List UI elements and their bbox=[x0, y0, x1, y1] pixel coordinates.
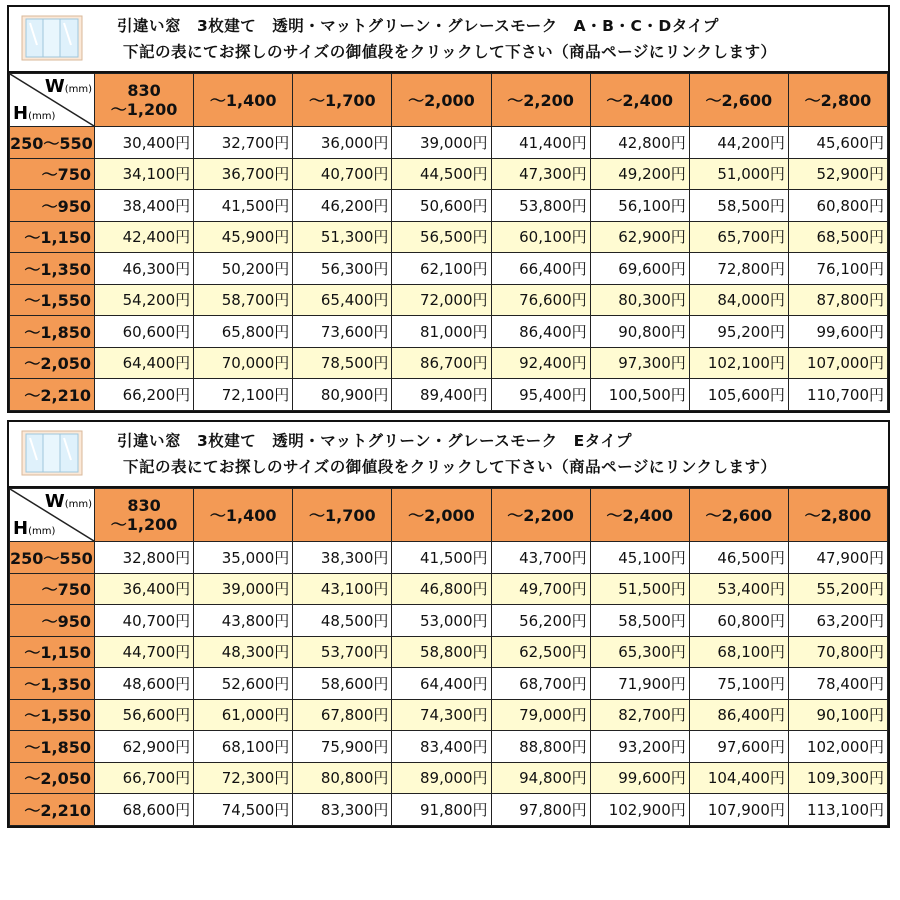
price-link[interactable]: 36,700円 bbox=[194, 158, 293, 190]
table-row bbox=[10, 284, 888, 316]
width-header: ～2,600 bbox=[689, 74, 788, 127]
table-row bbox=[10, 347, 888, 379]
price-link[interactable]: 51,000円 bbox=[689, 158, 788, 190]
price-link[interactable]: 102,100円 bbox=[689, 347, 788, 379]
table-row bbox=[10, 379, 888, 411]
price-link[interactable]: 76,600円 bbox=[491, 284, 590, 316]
price-link[interactable]: 40,700円 bbox=[293, 158, 392, 190]
price-link[interactable]: 97,800円 bbox=[491, 794, 590, 826]
price-link[interactable]: 80,300円 bbox=[590, 284, 689, 316]
sliding-window-icon bbox=[21, 15, 83, 61]
price-link[interactable]: 49,200円 bbox=[590, 158, 689, 190]
price-link[interactable]: 39,000円 bbox=[194, 573, 293, 605]
price-link[interactable]: 47,300円 bbox=[491, 158, 590, 190]
table-row bbox=[10, 668, 888, 700]
price-link[interactable]: 66,200円 bbox=[95, 379, 194, 411]
height-range-label: 250～550 bbox=[10, 542, 95, 574]
price-link[interactable]: 62,900円 bbox=[95, 731, 194, 763]
price-link[interactable]: 43,700円 bbox=[491, 542, 590, 574]
price-link[interactable]: 78,500円 bbox=[293, 347, 392, 379]
price-link[interactable]: 113,100円 bbox=[788, 794, 887, 826]
table-row bbox=[10, 542, 888, 574]
price-link[interactable]: 88,800円 bbox=[491, 731, 590, 763]
price-link[interactable]: 78,400円 bbox=[788, 668, 887, 700]
price-link[interactable]: 86,700円 bbox=[392, 347, 491, 379]
height-range-label: ～2,210 bbox=[10, 379, 95, 411]
table-row bbox=[10, 221, 888, 253]
width-header: ～1,400 bbox=[194, 74, 293, 127]
price-link[interactable]: 56,200円 bbox=[491, 605, 590, 637]
height-range-label: ～1,150 bbox=[10, 221, 95, 253]
price-link[interactable]: 45,600円 bbox=[788, 127, 887, 159]
price-link[interactable]: 87,800円 bbox=[788, 284, 887, 316]
table-row bbox=[10, 699, 888, 731]
price-table-block-abcd bbox=[7, 5, 890, 413]
price-link[interactable]: 43,100円 bbox=[293, 573, 392, 605]
price-table bbox=[9, 73, 888, 411]
price-link[interactable]: 68,100円 bbox=[194, 731, 293, 763]
price-table-block-e bbox=[7, 420, 890, 828]
width-header: 830 ～1,200 bbox=[95, 489, 194, 542]
height-range-label: ～1,350 bbox=[10, 668, 95, 700]
price-link[interactable]: 68,700円 bbox=[491, 668, 590, 700]
table-row bbox=[10, 731, 888, 763]
price-link[interactable]: 62,900円 bbox=[590, 221, 689, 253]
table-header bbox=[9, 7, 888, 73]
price-link[interactable]: 73,600円 bbox=[293, 316, 392, 348]
width-header: ～2,200 bbox=[491, 74, 590, 127]
price-link[interactable]: 89,400円 bbox=[392, 379, 491, 411]
price-link[interactable]: 46,200円 bbox=[293, 190, 392, 222]
price-link[interactable]: 62,100円 bbox=[392, 253, 491, 285]
table-row bbox=[10, 636, 888, 668]
height-label: H(mm) bbox=[13, 518, 56, 539]
price-link[interactable]: 50,600円 bbox=[392, 190, 491, 222]
price-link[interactable]: 65,800円 bbox=[194, 316, 293, 348]
price-link[interactable]: 60,100円 bbox=[491, 221, 590, 253]
price-link[interactable]: 44,500円 bbox=[392, 158, 491, 190]
table-row bbox=[10, 762, 888, 794]
price-link[interactable]: 82,700円 bbox=[590, 699, 689, 731]
instruction-text: 下記の表にてお探しのサイズの御値段をクリックして下さい（商品ページにリンクします） bbox=[123, 458, 777, 476]
price-link[interactable]: 39,000円 bbox=[392, 127, 491, 159]
price-link[interactable]: 36,000円 bbox=[293, 127, 392, 159]
price-link[interactable]: 60,800円 bbox=[689, 605, 788, 637]
price-link[interactable]: 41,400円 bbox=[491, 127, 590, 159]
price-link[interactable]: 62,500円 bbox=[491, 636, 590, 668]
price-link[interactable]: 56,500円 bbox=[392, 221, 491, 253]
width-label: W(mm) bbox=[44, 76, 92, 97]
price-link[interactable]: 52,900円 bbox=[788, 158, 887, 190]
price-link[interactable]: 65,400円 bbox=[293, 284, 392, 316]
width-header: ～2,400 bbox=[590, 489, 689, 542]
price-link[interactable]: 56,100円 bbox=[590, 190, 689, 222]
price-link[interactable]: 53,400円 bbox=[689, 573, 788, 605]
price-link[interactable]: 93,200円 bbox=[590, 731, 689, 763]
price-link[interactable]: 46,300円 bbox=[95, 253, 194, 285]
price-link[interactable]: 60,800円 bbox=[788, 190, 887, 222]
price-link[interactable]: 104,400円 bbox=[689, 762, 788, 794]
price-link[interactable]: 40,700円 bbox=[95, 605, 194, 637]
price-link[interactable]: 86,400円 bbox=[689, 699, 788, 731]
price-link[interactable]: 50,200円 bbox=[194, 253, 293, 285]
price-link[interactable]: 64,400円 bbox=[95, 347, 194, 379]
price-link[interactable]: 48,600円 bbox=[95, 668, 194, 700]
price-link[interactable]: 53,000円 bbox=[392, 605, 491, 637]
price-link[interactable]: 64,400円 bbox=[392, 668, 491, 700]
column-header-row bbox=[10, 489, 888, 542]
height-range-label: ～1,850 bbox=[10, 731, 95, 763]
price-link[interactable]: 65,300円 bbox=[590, 636, 689, 668]
price-link[interactable]: 84,000円 bbox=[689, 284, 788, 316]
width-header: ～1,400 bbox=[194, 489, 293, 542]
instruction-text: 下記の表にてお探しのサイズの御値段をクリックして下さい（商品ページにリンクします） bbox=[123, 43, 777, 61]
price-link[interactable]: 51,300円 bbox=[293, 221, 392, 253]
price-link[interactable]: 38,300円 bbox=[293, 542, 392, 574]
price-link[interactable]: 97,300円 bbox=[590, 347, 689, 379]
price-link[interactable]: 71,900円 bbox=[590, 668, 689, 700]
height-range-label: ～1,550 bbox=[10, 284, 95, 316]
price-link[interactable]: 44,200円 bbox=[689, 127, 788, 159]
price-link[interactable]: 72,100円 bbox=[194, 379, 293, 411]
height-range-label: ～1,350 bbox=[10, 253, 95, 285]
sliding-window-icon bbox=[21, 430, 83, 476]
corner-cell bbox=[10, 489, 95, 542]
table-row bbox=[10, 190, 888, 222]
price-link[interactable]: 105,600円 bbox=[689, 379, 788, 411]
price-link[interactable]: 95,200円 bbox=[689, 316, 788, 348]
height-range-label: 250～550 bbox=[10, 127, 95, 159]
price-link[interactable]: 63,200円 bbox=[788, 605, 887, 637]
price-link[interactable]: 100,500円 bbox=[590, 379, 689, 411]
price-link[interactable]: 51,500円 bbox=[590, 573, 689, 605]
price-link[interactable]: 65,700円 bbox=[689, 221, 788, 253]
price-link[interactable]: 80,800円 bbox=[293, 762, 392, 794]
height-label: H(mm) bbox=[13, 103, 56, 124]
price-link[interactable]: 76,100円 bbox=[788, 253, 887, 285]
width-label: W(mm) bbox=[44, 491, 92, 512]
price-link[interactable]: 102,900円 bbox=[590, 794, 689, 826]
price-link[interactable]: 32,700円 bbox=[194, 127, 293, 159]
table-header bbox=[9, 422, 888, 488]
table-row bbox=[10, 158, 888, 190]
price-link[interactable]: 91,800円 bbox=[392, 794, 491, 826]
height-range-label: ～2,050 bbox=[10, 347, 95, 379]
table-row bbox=[10, 316, 888, 348]
price-link[interactable]: 72,000円 bbox=[392, 284, 491, 316]
price-link[interactable]: 55,200円 bbox=[788, 573, 887, 605]
width-header: ～1,700 bbox=[293, 74, 392, 127]
height-range-label: ～1,150 bbox=[10, 636, 95, 668]
price-link[interactable]: 48,300円 bbox=[194, 636, 293, 668]
price-link[interactable]: 56,300円 bbox=[293, 253, 392, 285]
price-link[interactable]: 30,400円 bbox=[95, 127, 194, 159]
price-link[interactable]: 58,600円 bbox=[293, 668, 392, 700]
price-link[interactable]: 45,100円 bbox=[590, 542, 689, 574]
table-row bbox=[10, 573, 888, 605]
height-range-label: ～1,850 bbox=[10, 316, 95, 348]
price-link[interactable]: 97,600円 bbox=[689, 731, 788, 763]
price-link[interactable]: 67,800円 bbox=[293, 699, 392, 731]
price-table bbox=[9, 488, 888, 826]
price-link[interactable]: 41,500円 bbox=[194, 190, 293, 222]
price-link[interactable]: 44,700円 bbox=[95, 636, 194, 668]
column-header-row bbox=[10, 74, 888, 127]
price-link[interactable]: 46,500円 bbox=[689, 542, 788, 574]
price-link[interactable]: 56,600円 bbox=[95, 699, 194, 731]
height-range-label: ～950 bbox=[10, 190, 95, 222]
price-link[interactable]: 54,200円 bbox=[95, 284, 194, 316]
price-link[interactable]: 68,100円 bbox=[689, 636, 788, 668]
table-row bbox=[10, 794, 888, 826]
price-link[interactable]: 46,800円 bbox=[392, 573, 491, 605]
page-title: 引違い窓 3枚建て 透明・マットグリーン・グレースモーク A・B・C・Dタイプ bbox=[117, 17, 719, 35]
width-header: ～2,800 bbox=[788, 74, 887, 127]
price-link[interactable]: 38,400円 bbox=[95, 190, 194, 222]
price-link[interactable]: 92,400円 bbox=[491, 347, 590, 379]
price-link[interactable]: 70,000円 bbox=[194, 347, 293, 379]
price-link[interactable]: 60,600円 bbox=[95, 316, 194, 348]
price-link[interactable]: 74,500円 bbox=[194, 794, 293, 826]
price-link[interactable]: 83,400円 bbox=[392, 731, 491, 763]
price-link[interactable]: 83,300円 bbox=[293, 794, 392, 826]
price-link[interactable]: 86,400円 bbox=[491, 316, 590, 348]
table-row bbox=[10, 253, 888, 285]
price-link[interactable]: 81,000円 bbox=[392, 316, 491, 348]
price-link[interactable]: 43,800円 bbox=[194, 605, 293, 637]
price-link[interactable]: 41,500円 bbox=[392, 542, 491, 574]
price-link[interactable]: 99,600円 bbox=[788, 316, 887, 348]
price-link[interactable]: 75,900円 bbox=[293, 731, 392, 763]
page-title: 引違い窓 3枚建て 透明・マットグリーン・グレースモーク Eタイプ bbox=[117, 432, 632, 450]
price-link[interactable]: 110,700円 bbox=[788, 379, 887, 411]
price-link[interactable]: 53,700円 bbox=[293, 636, 392, 668]
price-link[interactable]: 89,000円 bbox=[392, 762, 491, 794]
price-link[interactable]: 79,000円 bbox=[491, 699, 590, 731]
width-header: 830 ～1,200 bbox=[95, 74, 194, 127]
height-range-label: ～1,550 bbox=[10, 699, 95, 731]
price-link[interactable]: 70,800円 bbox=[788, 636, 887, 668]
price-link[interactable]: 42,400円 bbox=[95, 221, 194, 253]
price-link[interactable]: 66,700円 bbox=[95, 762, 194, 794]
price-link[interactable]: 35,000円 bbox=[194, 542, 293, 574]
price-link[interactable]: 109,300円 bbox=[788, 762, 887, 794]
height-range-label: ～950 bbox=[10, 605, 95, 637]
table-row bbox=[10, 127, 888, 159]
price-link[interactable]: 72,800円 bbox=[689, 253, 788, 285]
price-link[interactable]: 49,700円 bbox=[491, 573, 590, 605]
width-header: ～1,700 bbox=[293, 489, 392, 542]
width-header: ～2,800 bbox=[788, 489, 887, 542]
price-link[interactable]: 72,300円 bbox=[194, 762, 293, 794]
price-link[interactable]: 80,900円 bbox=[293, 379, 392, 411]
width-header: ～2,400 bbox=[590, 74, 689, 127]
price-link[interactable]: 75,100円 bbox=[689, 668, 788, 700]
price-link[interactable]: 107,900円 bbox=[689, 794, 788, 826]
price-link[interactable]: 61,000円 bbox=[194, 699, 293, 731]
height-range-label: ～750 bbox=[10, 573, 95, 605]
corner-cell bbox=[10, 74, 95, 127]
height-range-label: ～2,050 bbox=[10, 762, 95, 794]
table-row bbox=[10, 605, 888, 637]
price-link[interactable]: 74,300円 bbox=[392, 699, 491, 731]
width-header: ～2,000 bbox=[392, 74, 491, 127]
price-link[interactable]: 58,700円 bbox=[194, 284, 293, 316]
width-header: ～2,000 bbox=[392, 489, 491, 542]
price-link[interactable]: 42,800円 bbox=[590, 127, 689, 159]
price-link[interactable]: 58,500円 bbox=[689, 190, 788, 222]
price-link[interactable]: 53,800円 bbox=[491, 190, 590, 222]
price-link[interactable]: 58,800円 bbox=[392, 636, 491, 668]
price-link[interactable]: 90,800円 bbox=[590, 316, 689, 348]
price-link[interactable]: 99,600円 bbox=[590, 762, 689, 794]
price-link[interactable]: 68,500円 bbox=[788, 221, 887, 253]
price-link[interactable]: 34,100円 bbox=[95, 158, 194, 190]
price-link[interactable]: 48,500円 bbox=[293, 605, 392, 637]
price-link[interactable]: 90,100円 bbox=[788, 699, 887, 731]
height-range-label: ～2,210 bbox=[10, 794, 95, 826]
price-link[interactable]: 36,400円 bbox=[95, 573, 194, 605]
width-header: ～2,200 bbox=[491, 489, 590, 542]
price-link[interactable]: 107,000円 bbox=[788, 347, 887, 379]
price-link[interactable]: 94,800円 bbox=[491, 762, 590, 794]
price-link[interactable]: 58,500円 bbox=[590, 605, 689, 637]
height-range-label: ～750 bbox=[10, 158, 95, 190]
width-header: ～2,600 bbox=[689, 489, 788, 542]
price-link[interactable]: 68,600円 bbox=[95, 794, 194, 826]
price-link[interactable]: 102,000円 bbox=[788, 731, 887, 763]
price-link[interactable]: 69,600円 bbox=[590, 253, 689, 285]
price-link[interactable]: 95,400円 bbox=[491, 379, 590, 411]
price-link[interactable]: 47,900円 bbox=[788, 542, 887, 574]
price-link[interactable]: 52,600円 bbox=[194, 668, 293, 700]
price-link[interactable]: 32,800円 bbox=[95, 542, 194, 574]
price-link[interactable]: 45,900円 bbox=[194, 221, 293, 253]
price-link[interactable]: 66,400円 bbox=[491, 253, 590, 285]
